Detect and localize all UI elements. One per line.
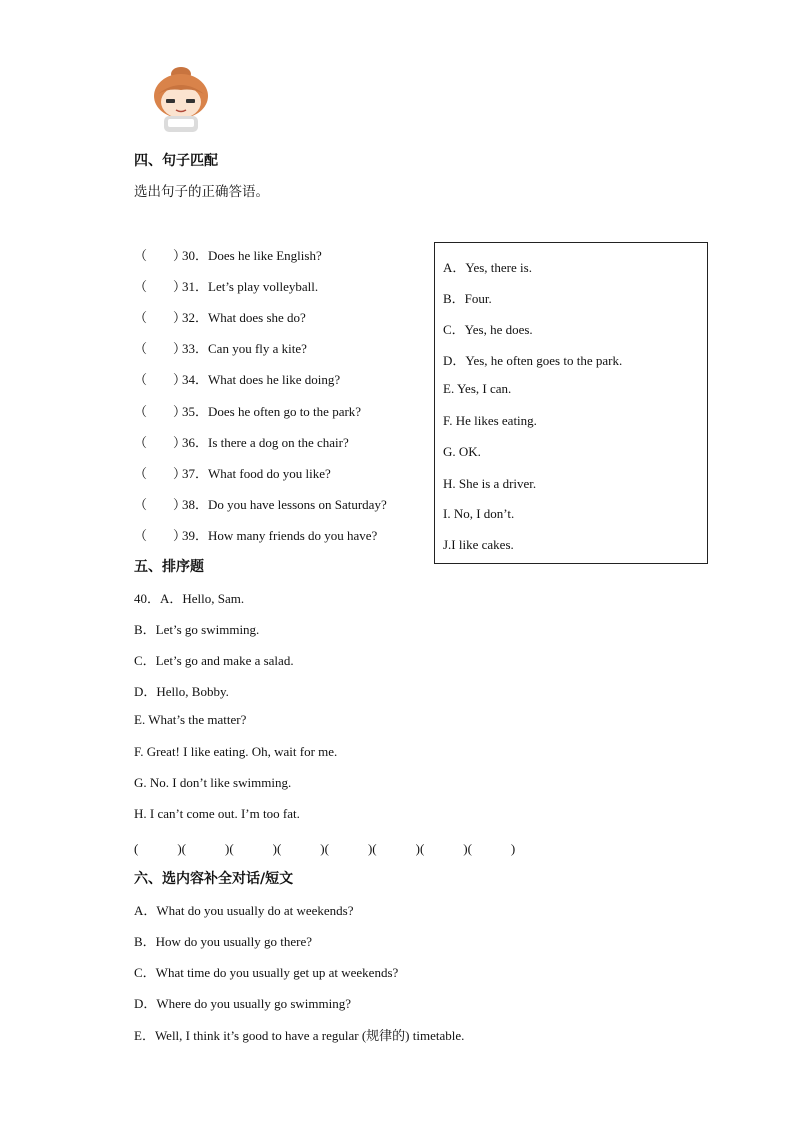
dialogue-option: A．What do you usually do at weekends?: [134, 903, 354, 918]
question-text: 36．Is there a dog on the chair?: [182, 435, 349, 450]
question-item: [134, 307, 306, 326]
ordering-line: B．Let’s go swimming.: [134, 622, 260, 637]
question-text: 35．Does he often go to the park?: [182, 404, 362, 419]
question-item: [134, 276, 318, 295]
answer-blank[interactable]: （ ）: [134, 310, 187, 325]
option-g: G. OK.: [443, 444, 481, 459]
question-item: [134, 338, 307, 357]
option-b: B．Four.: [443, 291, 492, 306]
answer-blank[interactable]: （ ）: [134, 372, 187, 387]
dialogue-option: B．How do you usually go there?: [134, 934, 313, 949]
answer-blank[interactable]: （ ）: [134, 279, 187, 294]
section-6-title: 六、选内容补全对话/短文: [134, 871, 294, 887]
dialogue-option: E．Well, I think it’s good to have a regular (规律的) timetable.: [134, 1028, 465, 1043]
dialogue-option: D．Where do you usually go swimming?: [134, 996, 351, 1011]
ordering-answer-blanks[interactable]: ( )( )( )( )( )( )( )( ): [134, 841, 516, 856]
ordering-line: C．Let’s go and make a salad.: [134, 653, 294, 668]
option-c: C．Yes, he does.: [443, 322, 533, 337]
option-h: H. She is a driver.: [443, 476, 537, 491]
ordering-line: H. I can’t come out. I’m too fat.: [134, 806, 300, 821]
answer-blank[interactable]: （ ）: [134, 528, 187, 543]
option-f: F. He likes eating.: [443, 413, 537, 428]
option-e: E. Yes, I can.: [443, 381, 512, 396]
option-j: J.I like cakes.: [443, 537, 514, 552]
section-4-title: 四、句子匹配: [134, 153, 218, 169]
ordering-line: D．Hello, Bobby.: [134, 684, 229, 699]
answer-blank[interactable]: （ ）: [134, 497, 187, 512]
question-item: [134, 463, 331, 482]
ordering-line: 40．A．Hello, Sam.: [134, 591, 245, 606]
section-4-instruction: 选出句子的正确答语。: [134, 184, 269, 200]
answer-blank[interactable]: （ ）: [134, 435, 187, 450]
question-item: [134, 401, 361, 420]
question-item: [134, 525, 377, 544]
question-text: 33．Can you fly a kite?: [182, 341, 307, 356]
question-text: 39．How many friends do you have?: [182, 528, 378, 543]
question-text: 30．Does he like English?: [182, 248, 322, 263]
answer-blank[interactable]: （ ）: [134, 248, 187, 263]
answer-options-box: [434, 242, 708, 564]
section-5-title: 五、排序题: [134, 559, 204, 575]
question-item: [134, 494, 387, 513]
ordering-line: E. What’s the matter?: [134, 712, 247, 727]
question-item: [134, 369, 340, 388]
ordering-line: F. Great! I like eating. Oh, wait for me.: [134, 744, 338, 759]
question-item: [134, 432, 349, 451]
option-d: D．Yes, he often goes to the park.: [443, 353, 623, 368]
question-text: 32．What does she do?: [182, 310, 306, 325]
question-item: [134, 245, 322, 264]
question-text: 34．What does he like doing?: [182, 372, 341, 387]
question-text: 38．Do you have lessons on Saturday?: [182, 497, 387, 512]
answer-blank[interactable]: （ ）: [134, 466, 187, 481]
ordering-line: G. No. I don’t like swimming.: [134, 775, 292, 790]
cartoon-avatar-illustration: [148, 66, 218, 136]
dialogue-option: C．What time do you usually get up at weekends?: [134, 965, 399, 980]
question-text: 31．Let’s play volleyball.: [182, 279, 319, 294]
option-i: I. No, I don’t.: [443, 506, 515, 521]
question-text: 37．What food do you like?: [182, 466, 331, 481]
answer-blank[interactable]: （ ）: [134, 341, 187, 356]
option-a: A．Yes, there is.: [443, 260, 532, 275]
answer-blank[interactable]: （ ）: [134, 404, 187, 419]
